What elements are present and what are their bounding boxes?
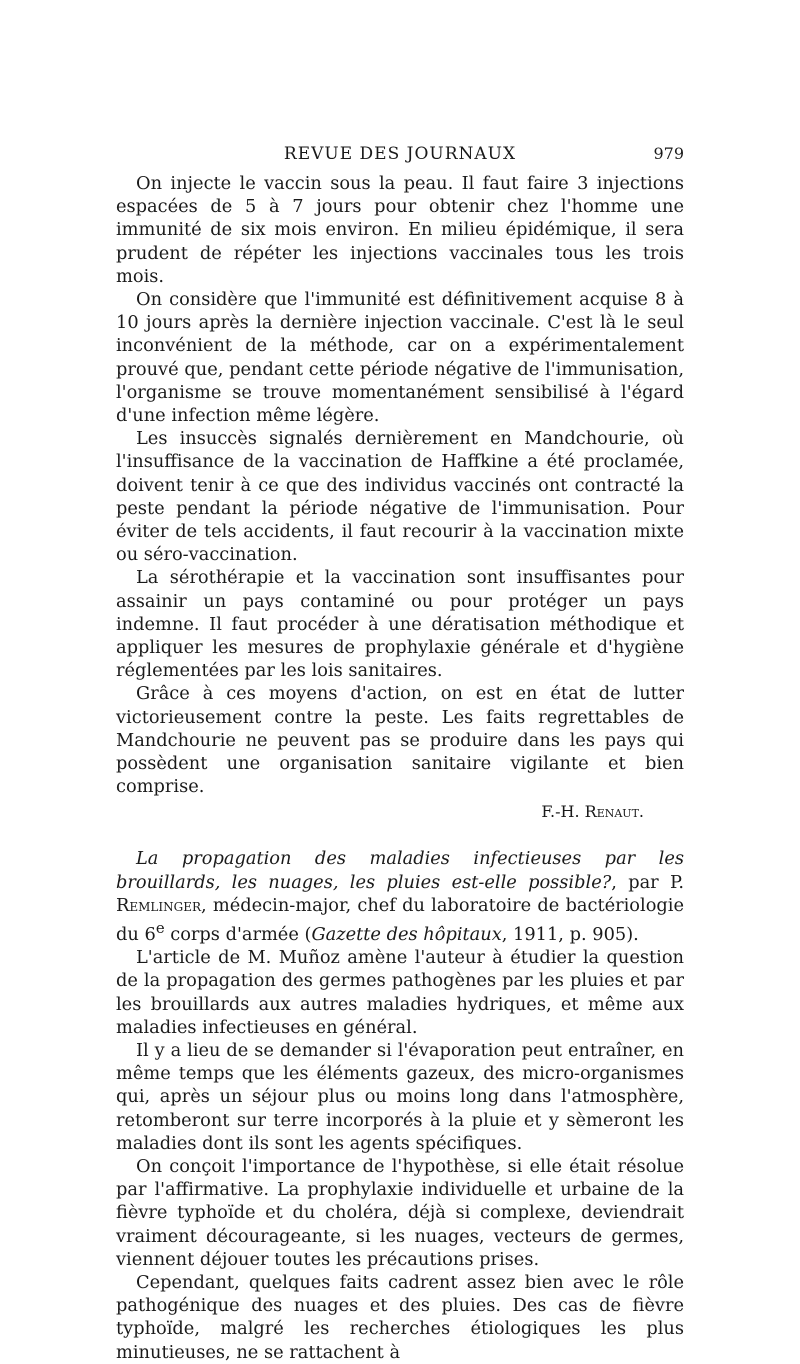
first-article bbox=[116, 172, 684, 821]
paragraph: L'article de M. Muñoz amène l'auteur à étudier la question de la propagation des germes pathogènes par les pluies et par les brouillards aux autres maladies hydriques, et même aux maladies infectieuses en général. bbox=[116, 947, 684, 1038]
citation-ref: , 1911, p. 905). bbox=[501, 924, 639, 946]
paragraph: On injecte le vaccin sous la peau. Il faut faire 3 injections espacées de 5 à 7 jours pour obtenir chez l'homme une immunité de six mois environ. En milieu épidémique, il sera prudent de répéter les injections vaccinales tous les trois mois. bbox=[116, 173, 684, 287]
article-citation bbox=[116, 847, 684, 946]
paragraph: Cependant, quelques faits cadrent assez bien avec le rôle pathogénique des nuages et des pluies. Des cas de fièvre typhoïde, malgré les recherches étiologiques les plus minutieuses, ne se rattachent à bbox=[116, 1272, 684, 1363]
article-signature bbox=[116, 802, 684, 821]
document-page bbox=[116, 140, 684, 1364]
paragraph: La sérothérapie et la vaccination sont insuffisantes pour assainir un pays contaminé ou pour protéger un pays indemne. Il faut procéder à une dératisation méthodique et appliquer les mesures de prophylaxie générale et d'hygiène réglementées par les lois sanitaires. bbox=[116, 567, 684, 682]
section-gap bbox=[116, 821, 684, 847]
paragraph: On conçoit l'importance de l'hypothèse, si elle était résolue par l'affirmative. La prophylaxie individuelle et urbaine de la fièvre typhoïde et du choléra, déjà si complexe, deviendrait vraiment décourageante, si les nuages, vecteurs de germes, viennent déjouer toutes les précautions prises. bbox=[116, 1156, 684, 1270]
signature-initials: F.-H. bbox=[541, 802, 580, 822]
paragraph: Il y a lieu de se demander si l'évaporation peut entraîner, en même temps que les éléments gazeux, des micro-organismes qui, après un séjour plus ou moins long dans l'atmosphère, retomberont sur terre incorporés à la pluie et y sèmeront les maladies dont ils sont les agents spécifiques. bbox=[116, 1040, 684, 1154]
signature-name: Renaut. bbox=[584, 802, 644, 822]
paragraph: On considère que l'immunité est définitivement acquise 8 à 10 jours après la dernière injection vaccinale. C'est là le seul inconvénient de la méthode, car on a expérimentalement prouvé que, pendant cette période négative de l'immunisation, l'organisme se trouve momentanément sensibilisé à l'égard d'une infection même légère. bbox=[116, 289, 684, 427]
paragraph: Les insuccès signalés dernièrement en Mandchourie, où l'insuffisance de la vaccination de Haffkine a été proclamée, doivent tenir à ce que des individus vaccinés ont contracté la peste pendant la période négative de l'immunisation. Pour éviter de tels accidents, il faut recourir à la vaccination mixte ou séro-vaccination. bbox=[116, 428, 684, 566]
citation-role-end: corps d'armée ( bbox=[164, 924, 312, 946]
running-title: REVUE DES JOURNAUX bbox=[283, 144, 517, 164]
citation-journal: Gazette des hôpitaux bbox=[311, 924, 502, 946]
citation-role: , médecin-major, chef du laboratoire de bactériologie du 6 bbox=[116, 894, 684, 946]
running-head bbox=[116, 140, 684, 166]
citation-sup: e bbox=[155, 920, 165, 938]
page-number: 979 bbox=[653, 144, 684, 163]
paragraph: Grâce à ces moyens d'action, on est en état de lutter victorieusement contre la peste. Les faits regrettables de Mandchourie ne peuvent pas se produire dans les pays qui possèdent une organisation sanitaire vigilante et bien comprise. bbox=[116, 683, 684, 798]
citation-title: La propagation des maladies infectieuses par les brouillards, les nuages, les pluies est-elle possible? bbox=[116, 848, 684, 893]
citation-by: , par P. bbox=[611, 871, 684, 893]
second-article bbox=[116, 847, 684, 1363]
citation-author: Remlinger bbox=[116, 894, 202, 916]
